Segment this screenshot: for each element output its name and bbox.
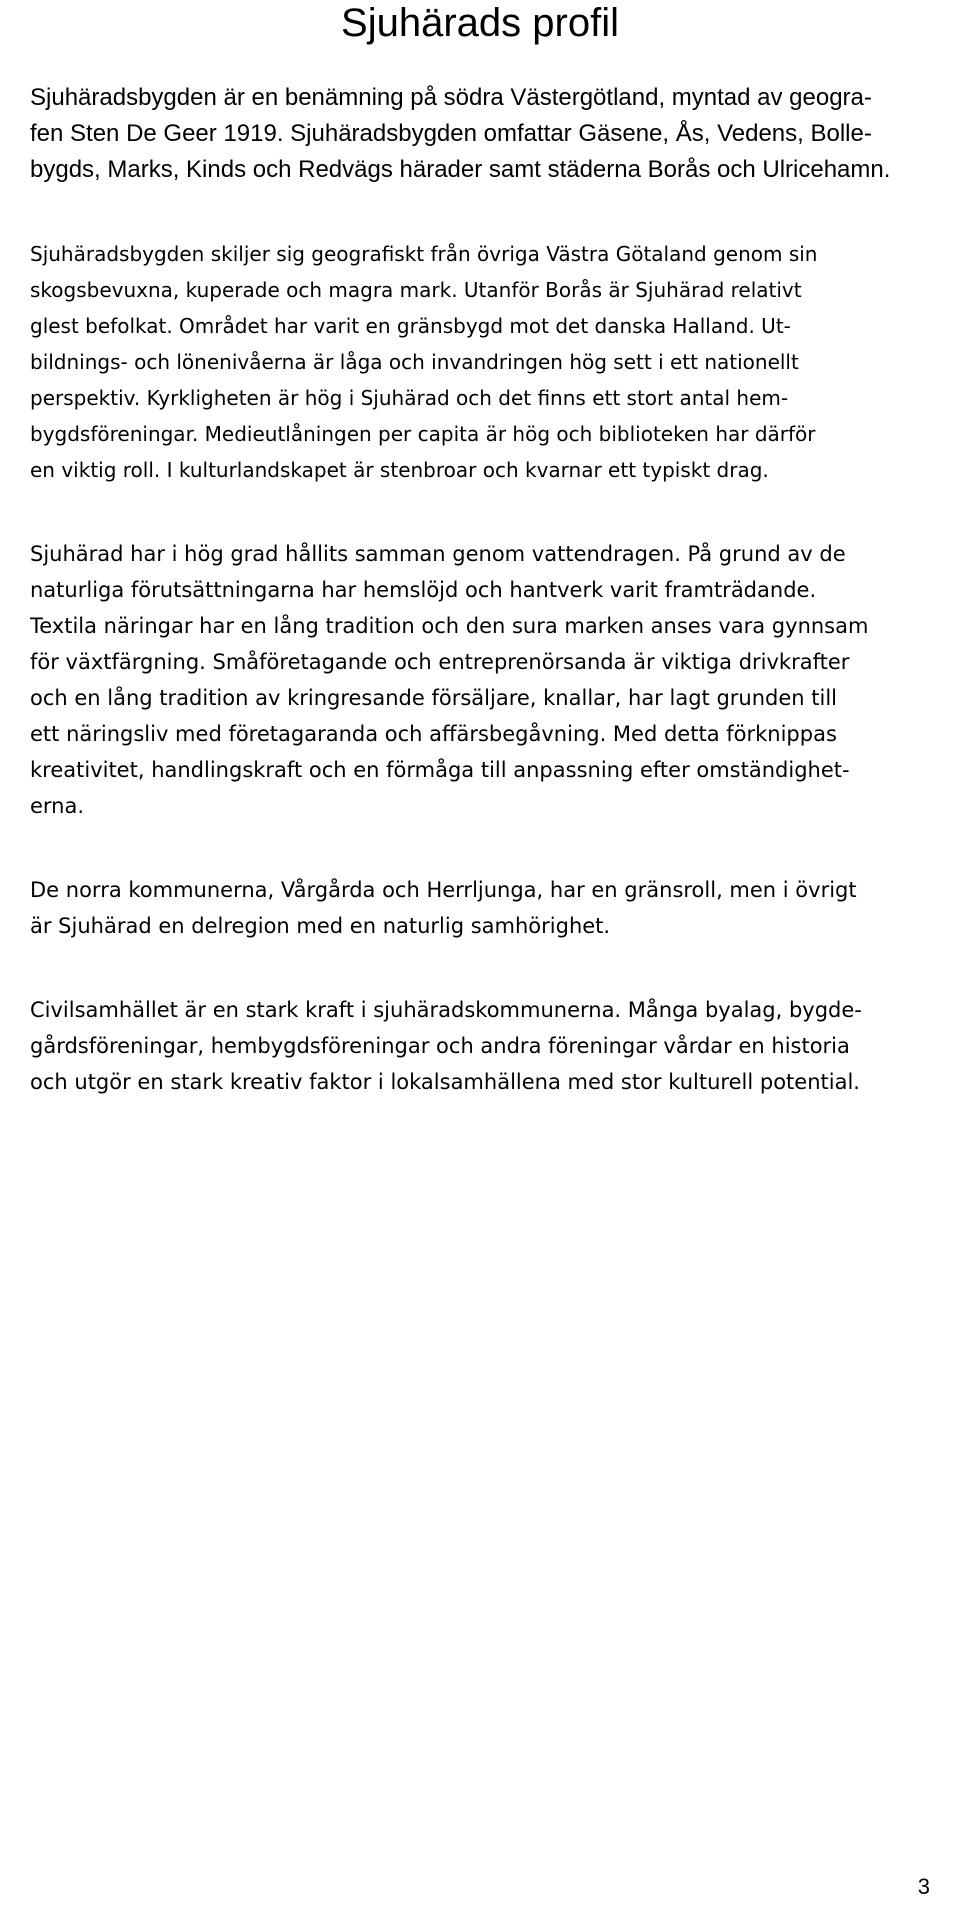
page-number: 3 <box>917 1874 930 1899</box>
page-title: Sjuhärads profil <box>341 1 619 45</box>
paragraph-5-line-3: och utgör en stark kreativ faktor i lokalsamhällena med stor kulturell potential. <box>30 1070 860 1094</box>
paragraph-3-line-8: erna. <box>30 794 85 818</box>
paragraph-2-line-7: en viktig roll. I kulturlandskapet är stenbroar och kvarnar ett typiskt drag. <box>30 458 769 482</box>
paragraph-4-line-1: De norra kommunerna, Vårgårda och Herrljunga, har en gränsroll, men i övrigt <box>30 878 857 902</box>
paragraph-3-line-7: kreativitet, handlingskraft och en förmåga till anpassning efter omständighet- <box>30 758 850 782</box>
paragraph-1-line-2: fen Sten De Geer 1919. Sjuhäradsbygden omfattar Gäsene, Ås, Vedens, Bolle- <box>30 120 872 147</box>
paragraph-2-line-6: bygdsföreningar. Medieutlåningen per capita är hög och biblioteken har därför <box>30 422 816 446</box>
paragraph-3-line-6: ett näringsliv med företagaranda och affärsbegåvning. Med detta förknippas <box>30 722 837 746</box>
paragraph-3-line-3: Textila näringar har en lång tradition och den sura marken anses vara gynnsam <box>30 614 869 638</box>
paragraph-3-line-2: naturliga förutsättningarna har hemslöjd och hantverk varit framträdande. <box>30 578 817 602</box>
paragraph-2-line-1: Sjuhäradsbygden skiljer sig geografiskt från övriga Västra Götaland genom sin <box>30 242 818 266</box>
paragraph-2-line-4: bildnings- och lönenivåerna är låga och invandringen hög sett i ett nationellt <box>30 350 799 374</box>
paragraph-5-line-1: Civilsamhället är en stark kraft i sjuhäradskommunerna. Många byalag, bygde- <box>30 998 862 1022</box>
paragraph-1-line-3: bygds, Marks, Kinds och Redvägs härader samt städerna Borås och Ulricehamn. <box>30 156 891 183</box>
paragraph-4-line-2: är Sjuhärad en delregion med en naturlig samhörighet. <box>30 914 611 938</box>
paragraph-3-line-4: för växtfärgning. Småföretagande och entreprenörsanda är viktiga drivkrafter <box>30 650 850 674</box>
paragraph-5-line-2: gårdsföreningar, hembygdsföreningar och andra föreningar vårdar en historia <box>30 1034 850 1058</box>
paragraph-1-line-1: Sjuhäradsbygden är en benämning på södra Västergötland, myntad av geogra- <box>30 84 872 111</box>
paragraph-2-line-2: skogsbevuxna, kuperade och magra mark. Utanför Borås är Sjuhärad relativt <box>30 278 802 302</box>
paragraph-3-line-1: Sjuhärad har i hög grad hållits samman genom vattendragen. På grund av de <box>30 542 846 566</box>
paragraph-2-line-5: perspektiv. Kyrkligheten är hög i Sjuhärad och det finns ett stort antal hem- <box>30 386 789 410</box>
paragraph-2-line-3: glest befolkat. Området har varit en gränsbygd mot det danska Halland. Ut- <box>30 314 791 338</box>
paragraph-3-line-5: och en lång tradition av kringresande försäljare, knallar, har lagt grunden till <box>30 686 837 710</box>
